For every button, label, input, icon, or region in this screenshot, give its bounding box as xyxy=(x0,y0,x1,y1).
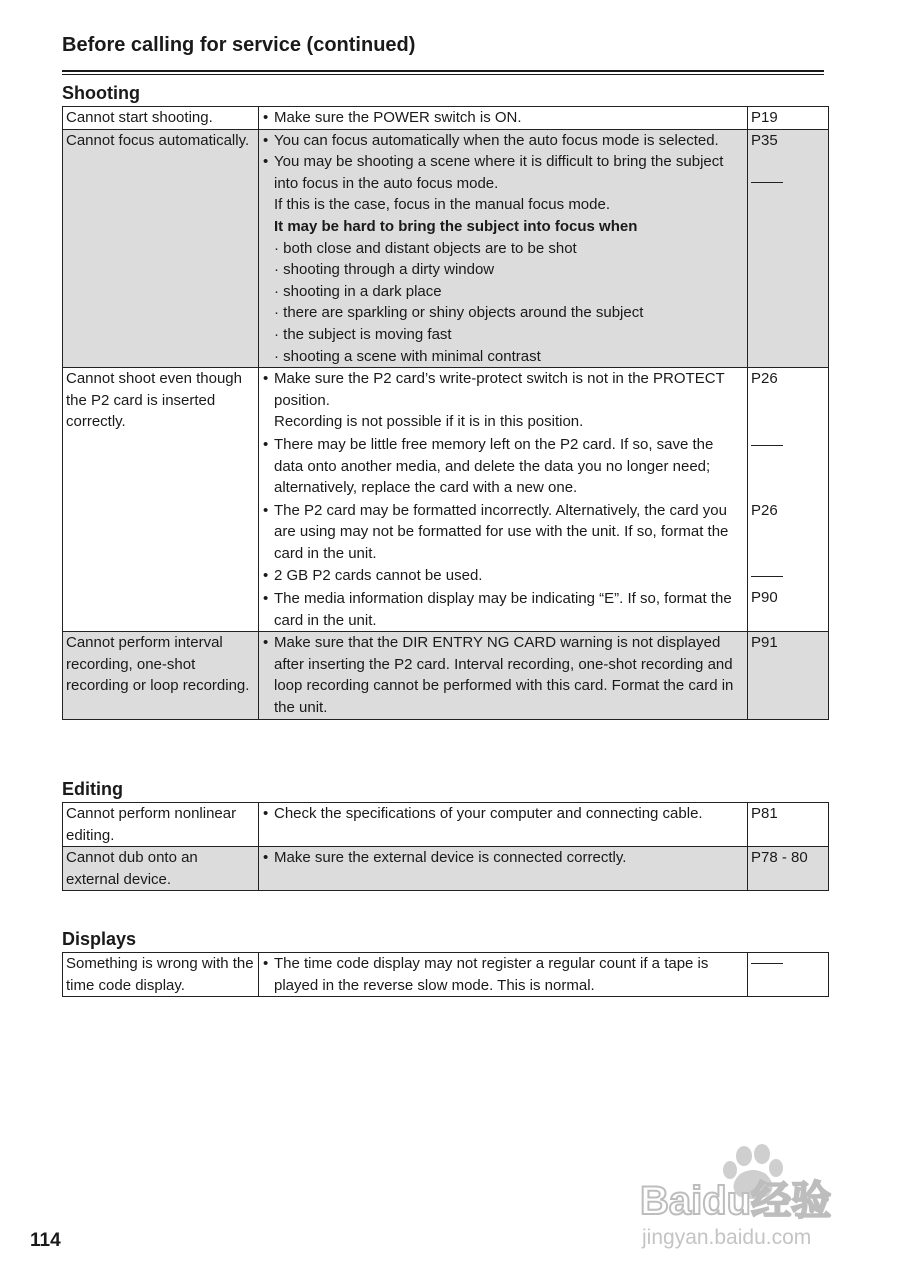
page-ref: P81 xyxy=(751,805,778,822)
table-row xyxy=(63,632,829,719)
cause-item xyxy=(263,565,744,587)
page-title: Before calling for service (continued) xyxy=(62,34,416,56)
cause-cell xyxy=(259,953,748,997)
page-ref: P78 - 80 xyxy=(751,849,808,867)
cause-text: Make sure that the DIR ENTRY NG CARD warning is not displayed after inserting the P2 card. Interval recording, one-shot recording and loop recording cannot be performed with this card. Format the card in the unit. xyxy=(274,634,734,717)
cause-cell xyxy=(259,847,748,891)
cause-item xyxy=(263,368,744,411)
bullet-icon: • xyxy=(263,955,269,972)
cause-item xyxy=(263,632,744,718)
cause-note: Recording is not possible if it is in this position. xyxy=(274,413,584,431)
table-row xyxy=(63,803,829,847)
dash-icon xyxy=(751,445,783,446)
problem-cell: Cannot focus automatically. xyxy=(63,129,259,368)
problem-cell: Cannot start shooting. xyxy=(63,107,259,130)
condition-text: shooting in a dark place xyxy=(283,282,442,300)
ref-cell xyxy=(748,368,829,632)
table-row xyxy=(63,107,829,130)
cause-text: Make sure the external device is connected correctly. xyxy=(274,849,627,867)
section-heading: Editing xyxy=(62,779,123,799)
cause-text: Make sure the P2 card’s write-protect switch is not in the PROTECT position. xyxy=(274,370,725,409)
cause-note: If this is the case, focus in the manual focus mode. xyxy=(274,196,611,214)
cause-text: Check the specifications of your computer and connecting cable. xyxy=(274,805,703,822)
cause-cell xyxy=(259,129,748,368)
bullet-icon: • xyxy=(263,590,269,608)
condition-text: both close and distant objects are to be shot xyxy=(283,239,577,257)
cause-text: The time code display may not register a regular count if a tape is played in the reverse slow mode. This is normal. xyxy=(274,955,709,994)
table-row xyxy=(63,368,829,632)
cause-item xyxy=(263,588,744,631)
editing-table xyxy=(62,802,829,891)
dot-icon: · xyxy=(274,282,279,300)
condition-item xyxy=(274,259,744,281)
bullet-icon: • xyxy=(263,370,269,388)
dot-icon: · xyxy=(274,347,279,365)
cause-item xyxy=(263,130,744,152)
cause-cell xyxy=(259,632,748,719)
condition-item xyxy=(274,281,744,303)
ref-cell xyxy=(748,803,829,847)
section-heading: Displays xyxy=(62,929,137,949)
section-heading: Shooting xyxy=(62,83,140,103)
cause-cell xyxy=(259,803,748,847)
cause-cell xyxy=(259,107,748,130)
bullet-icon: • xyxy=(263,501,269,519)
cause-text: There may be little free memory left on the P2 card. If so, save the data onto another media, and delete the data you no longer need; alternatively, replace the card with a new one. xyxy=(274,435,714,497)
page-ref: P26 xyxy=(751,370,778,388)
displays-table xyxy=(62,952,829,997)
page-ref: P90 xyxy=(751,589,778,607)
cause-text: You may be shooting a scene where it is difficult to bring the subject into focus in the auto focus mode. xyxy=(274,153,724,192)
shooting-table xyxy=(62,106,829,720)
page-ref: P26 xyxy=(751,502,778,520)
cause-item xyxy=(263,151,744,194)
cause-item xyxy=(263,953,744,996)
cause-text: You can focus automatically when the auto focus mode is selected. xyxy=(274,131,719,149)
cause-item xyxy=(263,847,744,869)
page-ref: P35 xyxy=(751,131,778,149)
dot-icon: · xyxy=(274,261,279,279)
problem-cell: Cannot perform interval recording, one-shot recording or loop recording. xyxy=(63,632,259,719)
problem-cell: Cannot dub onto an external device. xyxy=(63,847,259,891)
condition-text: the subject is moving fast xyxy=(283,325,452,343)
section-shooting xyxy=(62,83,824,720)
dash-icon xyxy=(751,576,783,577)
table-row xyxy=(63,129,829,368)
cause-item xyxy=(263,500,744,565)
table-row xyxy=(63,847,829,891)
cause-item xyxy=(263,107,744,129)
bullet-icon: • xyxy=(263,805,269,822)
section-displays xyxy=(62,929,824,997)
ref-cell xyxy=(748,129,829,368)
cause-text: The P2 card may be formatted incorrectly. Alternatively, the card you are using may not be formatted for use with the unit. If so, format the card in the unit. xyxy=(274,501,729,562)
dot-icon: · xyxy=(274,304,279,322)
bold-note: It may be hard to bring the subject into focus when xyxy=(274,217,638,235)
problem-cell: Cannot shoot even though the P2 card is inserted correctly. xyxy=(63,368,259,632)
condition-text: shooting through a dirty window xyxy=(283,261,495,279)
dash-icon xyxy=(751,182,783,183)
dot-icon: · xyxy=(274,325,279,343)
condition-text: shooting a scene with minimal contrast xyxy=(283,347,541,365)
condition-item xyxy=(274,346,744,368)
ref-cell xyxy=(748,847,829,891)
ref-cell xyxy=(748,632,829,719)
page-ref: P19 xyxy=(751,109,778,126)
table-row xyxy=(63,953,829,997)
dot-icon: · xyxy=(274,239,279,257)
condition-item xyxy=(274,238,744,260)
dash-icon xyxy=(751,963,783,964)
problem-cell: Something is wrong with the time code display. xyxy=(63,953,259,997)
condition-item xyxy=(274,324,744,346)
watermark-brand: Baidu经验 xyxy=(640,1179,832,1223)
ref-cell xyxy=(748,107,829,130)
bullet-icon: • xyxy=(263,131,269,149)
section-editing xyxy=(62,779,824,891)
baidu-watermark-logo xyxy=(636,1140,852,1252)
cause-text: The media information display may be indicating “E”. If so, format the card in the unit. xyxy=(274,590,732,629)
cause-text: Make sure the POWER switch is ON. xyxy=(274,109,522,126)
ref-cell xyxy=(748,953,829,997)
bullet-icon: • xyxy=(263,109,269,126)
watermark-url: jingyan.baidu.com xyxy=(642,1226,812,1249)
bullet-icon: • xyxy=(263,849,269,867)
bullet-icon: • xyxy=(263,567,269,585)
cause-text: 2 GB P2 cards cannot be used. xyxy=(274,567,483,585)
condition-text: there are sparkling or shiny objects around the subject xyxy=(283,304,644,322)
title-rule xyxy=(62,70,824,75)
bullet-icon: • xyxy=(263,435,269,453)
bullet-icon: • xyxy=(263,153,269,171)
problem-cell: Cannot perform nonlinear editing. xyxy=(63,803,259,847)
condition-item xyxy=(274,302,744,324)
cause-item xyxy=(263,803,744,825)
bullet-icon: • xyxy=(263,634,269,652)
page-ref: P91 xyxy=(751,634,778,652)
cause-item xyxy=(263,434,744,499)
page-number: 114 xyxy=(30,1230,61,1251)
cause-cell xyxy=(259,368,748,632)
